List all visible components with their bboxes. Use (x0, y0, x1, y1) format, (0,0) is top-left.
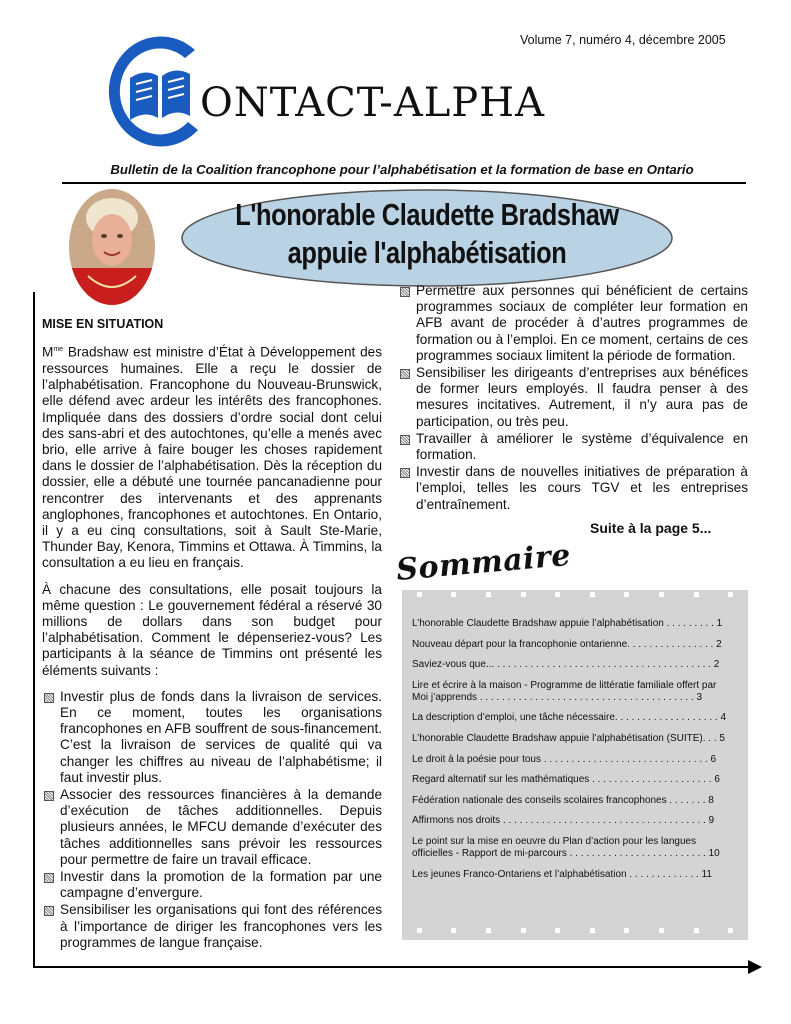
toc-item: Lire et écrire à la maison - Programme de littératie familiale offert par Moi j’apprends . . . . . . . . . . . . . . . . . . . . . . . . . . . . . . . . . . . . . . . 3 (412, 679, 717, 703)
list-item: Investir dans de nouvelles initiatives de préparation à l’emploi, telles les cours TGV et les entreprises d’entraînement. (398, 464, 748, 513)
bottom-rule (33, 966, 753, 968)
bullet-icon (400, 435, 410, 445)
dots-top (402, 592, 748, 597)
list-item: Travailler à améliorer le système d’équivalence en formation. (398, 431, 748, 463)
logo-text: ONTACT-ALPHA (200, 80, 545, 126)
arrow-right-icon (748, 960, 762, 974)
toc-list (412, 618, 730, 889)
toc-item: Regard alternatif sur les mathématiques . . . . . . . . . . . . . . . . . . . . . . 6 (412, 774, 720, 786)
bullet-icon (400, 369, 410, 379)
bullet-icon (400, 468, 410, 478)
toc-item: L’honorable Claudette Bradshaw appuie l’alphabétisation (SUITE). . . 5 (412, 732, 725, 744)
list-item: Sensibiliser les dirigeants d’entreprises aux bénéfices de former leurs employés. Il faudra penser à des mesures incitatives. Autrement, il n’y aura pas de participation, ou très peu. (398, 365, 748, 430)
toc-item: La description d’emploi, une tâche nécessaire. . . . . . . . . . . . . . . . . . . 4 (412, 712, 727, 724)
logo-book-icon (100, 30, 206, 150)
list-item: Investir dans la promotion de la formation par une campagne d’envergure. (42, 869, 382, 901)
table-of-contents (402, 590, 748, 940)
list-item: Sensibiliser les organisations qui font des références à l’importance de diriger les francophones vers les programmes de langue française. (42, 902, 382, 951)
toc-item: Nouveau départ pour la francophonie ontarienne. . . . . . . . . . . . . . . . 2 (412, 638, 722, 650)
issue-volume: Volume 7, numéro 4, décembre 2005 (520, 33, 726, 47)
continued-link: Suite à la page 5... (590, 520, 712, 536)
bulletin-subtitle: Bulletin de la Coalition francophone pour l’alphabétisation et la formation de base en Ontario (110, 162, 694, 177)
section-title: MISE EN SITUATION (42, 317, 164, 331)
toc-item: Les jeunes Franco-Ontariens et l’alphabétisation . . . . . . . . . . . . . 11 (412, 868, 712, 880)
list-item: Investir plus de fonds dans la livraison de services. En ce moment, toutes les organisations francophones en AFB souffrent de sous-financement. C’est la livraison de services de qualité qui va changer les chiffres au niveau de l’alphabétisme; il faut investir plus. (42, 689, 382, 786)
article-left-column (42, 316, 382, 952)
sommaire-title: Sommaire (394, 537, 573, 588)
toc-item: Le point sur la mise en oeuvre du Plan d’action pour les langues officielles - Rapport de mi-parcours . . . . . . . . . . . . . . . . . . . . . . . . . 10 (412, 835, 720, 859)
bullet-icon (400, 287, 410, 297)
bullet-icon (44, 791, 54, 801)
left-rule (33, 292, 35, 968)
bullet-icon (44, 873, 54, 883)
bullet-list-right (398, 283, 748, 513)
toc-item: Affirmons nos droits . . . . . . . . . . . . . . . . . . . . . . . . . . . . . . . . . . . . . 9 (412, 815, 715, 827)
list-item: Associer des ressources financières à la demande d’exécution de tâches additionnelles. Depuis plusieurs années, le MFCU demande d’exécuter des tâches additionnelles sans prévoir les ressources pour permettre de faire un travail efficace. (42, 787, 382, 868)
bullet-icon (44, 906, 54, 916)
list-item: Permettre aux personnes qui bénéficient de certains programmes sociaux de compléter leur formation en AFB avant de procéder à d’autres programmes de formation ou à l’emploi. En ce moment, certains de ces programmes sociaux limitent la période de formation. (398, 283, 748, 364)
toc-item: Fédération nationale des conseils scolaires francophones . . . . . . . 8 (412, 794, 714, 806)
headline (224, 196, 629, 272)
toc-item: Le droit à la poésie pour tous . . . . . . . . . . . . . . . . . . . . . . . . . . . . . . 6 (412, 753, 717, 765)
article-paragraph-1: $M^{me}$ Bradshaw est ministre d’État à Développement des ressources humaines. Elle a reçu le dossier de l’alphabétisation. Francophone du Nouveau-Brunswick, elle défend avec ardeur les intérêts des francophones. Impliquée dans des dossiers d’ordre social dont celui des sans-abri et des autochtones, qu’elle a menés avec brio, elle arrive à faire bouger les choses rapidement dans le dossier de l’alphabétisation. Dès la réception du dossier, elle a débuté une tournée pancanadienne pour rencontrer des intervenants et des apprenants anglophones, francophones et autochtones. En Ontario, il y a eu cinq consultations, soit à Sault Ste-Marie, Thunder Bay, Kenora, Timmins et Ottawa. À Timmins, la consultation a eu lieu en français. (42, 344, 382, 571)
headline-line-1: L'honorable Claudette Bradshaw (235, 197, 619, 232)
portrait-photo (68, 188, 156, 306)
headline-line-2: appuie l'alphabétisation (287, 235, 567, 270)
bullet-list-left (42, 689, 382, 951)
header-rule (62, 182, 746, 184)
toc-item: L’honorable Claudette Bradshaw appuie l’alphabétisation . . . . . . . . . 1 (412, 618, 723, 629)
bullet-icon (44, 693, 54, 703)
article-right-column (398, 283, 748, 514)
toc-item: Saviez-vous que... . . . . . . . . . . . . . . . . . . . . . . . . . . . . . . . . . . . . . . . 2 (412, 659, 720, 671)
article-paragraph-2: À chacune des consultations, elle posait toujours la même question : Le gouvernement fédéral a réservé 30 millions de dollars dans son budget pour l’alphabétisation. Comment le dépenseriez-vous? Les participants à la séance de Timmins ont présenté les éléments suivants : (42, 581, 382, 678)
dots-bottom (402, 928, 748, 933)
